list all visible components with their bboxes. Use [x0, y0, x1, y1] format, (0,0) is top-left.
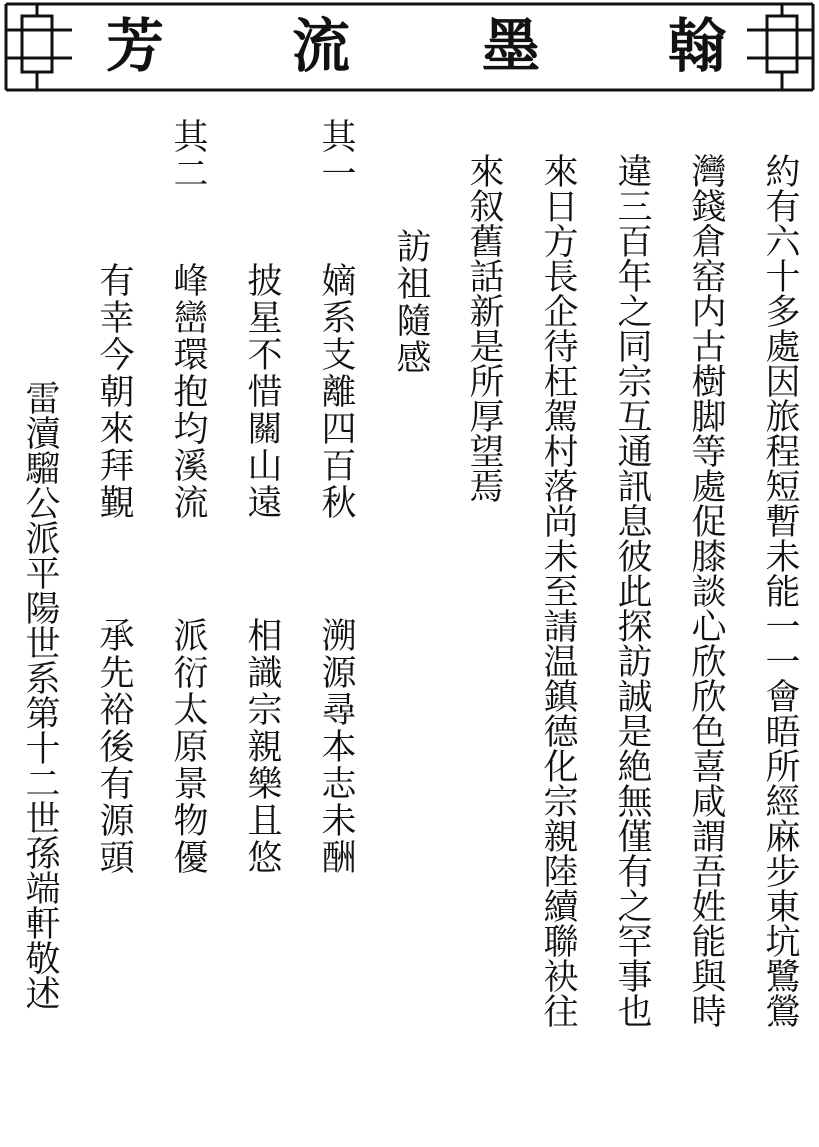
poem-part1-line2-second-half: 相識宗親樂且悠	[242, 617, 282, 876]
author-signature: 雷瀆騮公派平陽世系第十二世孫端軒敬述	[20, 380, 60, 1010]
header-title-char-4: 翰	[667, 12, 726, 80]
poem-part1-label: 其一	[316, 118, 356, 192]
left-fret-ornament	[6, 4, 72, 90]
poem-part1-line1-second-half: 溯源尋本志未酬	[316, 617, 356, 876]
poem-part2-line2-first-half: 有幸今朝來拜覲	[94, 262, 134, 521]
header-title-char-3: 墨	[481, 12, 540, 80]
poem-part1-line2-first-half: 披星不惜關山遠	[242, 262, 282, 521]
poem-part2-label: 其二	[168, 118, 208, 192]
poem-part2-line1-first-half: 峰巒環抱均溪流	[168, 262, 208, 521]
right-fret-ornament	[747, 4, 813, 90]
header-title-char-1: 芳	[105, 12, 164, 80]
prose-line-2: 灣錢倉窑内古樹脚等處促膝談心欣欣色喜咸謂吾姓能與時	[686, 153, 726, 1028]
page-header	[0, 0, 819, 95]
poem-title: 訪祖隨感	[391, 228, 431, 376]
header-title-char-2: 流	[291, 12, 350, 80]
prose-line-3: 違三百年之同宗互通訊息彼此探訪誠是絶無僅有之罕事也	[612, 153, 652, 1028]
poem-part2-line1-second-half: 派衍太原景物優	[168, 617, 208, 876]
poem-part2-line2-second-half: 承先裕後有源頭	[94, 617, 134, 876]
prose-line-5: 來叙舊話新是所厚望焉	[464, 153, 504, 503]
prose-line-4: 來日方長企待枉駕村落尚未至請温鎮德化宗親陸續聯袂往	[538, 153, 578, 1028]
prose-line-1: 約有六十多處因旅程短暫未能一一會晤所經麻步東坑鷺鶯	[760, 153, 800, 1028]
poem-part1-line1-first-half: 嫡系支離四百秋	[316, 262, 356, 521]
